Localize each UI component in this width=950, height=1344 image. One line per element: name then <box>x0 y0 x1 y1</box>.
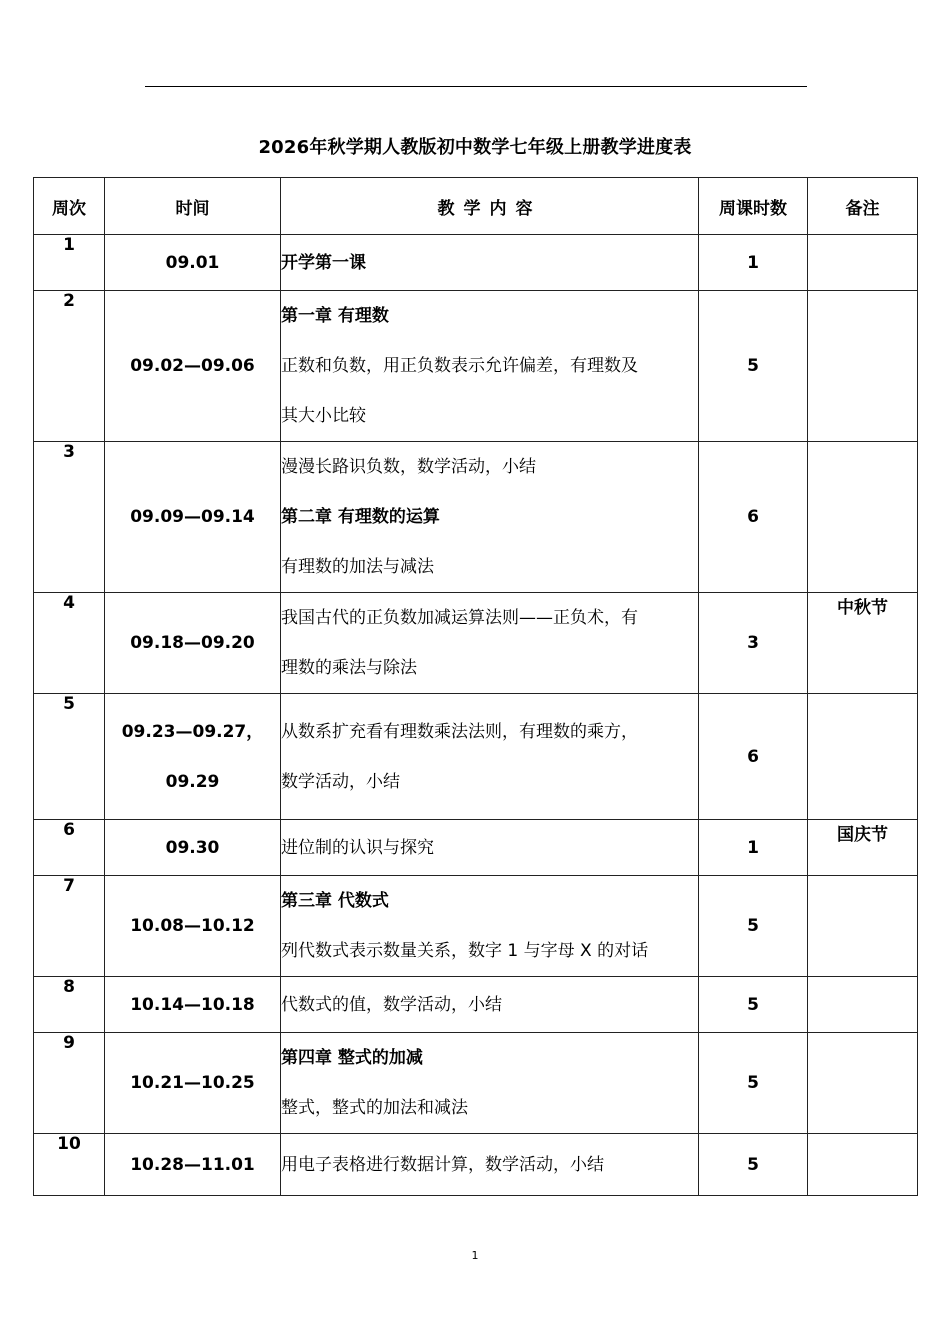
date-line: 09.09—09.14 <box>130 507 255 527</box>
header-week: 周次 <box>34 178 105 235</box>
header-time: 时间 <box>105 178 281 235</box>
week-cell: 6 <box>34 820 105 876</box>
chapter-heading: 第四章 整式的加减 <box>281 1048 423 1068</box>
week-cell: 10 <box>34 1134 105 1196</box>
date-line: 09.01 <box>165 252 220 273</box>
week-cell: 3 <box>34 442 105 593</box>
date-line: 09.18—09.20 <box>130 633 255 653</box>
note-cell <box>808 442 918 593</box>
date-line: 10.28—11.01 <box>130 1154 255 1175</box>
page-title: 2026年秋学期人教版初中数学七年级上册教学进度表 <box>258 137 692 158</box>
header-hours: 周课时数 <box>699 178 808 235</box>
content-cell <box>281 820 699 876</box>
date-cell <box>105 1033 281 1134</box>
date-line: 09.02—09.06 <box>130 356 255 376</box>
chapter-heading: 第一章 有理数 <box>281 306 389 326</box>
date-line: 09.29 <box>165 771 220 792</box>
note-cell <box>808 1134 918 1196</box>
date-cell <box>105 876 281 977</box>
content-cell <box>281 1134 699 1196</box>
date-line: 10.21—10.25 <box>130 1073 255 1093</box>
content-cell <box>281 977 699 1033</box>
table-row <box>34 442 918 593</box>
date-line: 09.23—09.27， <box>121 721 264 742</box>
hours-cell: 5 <box>699 1134 808 1196</box>
table-row <box>34 820 918 876</box>
table-row <box>34 1134 918 1196</box>
hours-cell: 5 <box>699 876 808 977</box>
schedule-table <box>33 177 918 1196</box>
chapter-heading: 第三章 代数式 <box>281 891 389 911</box>
week-cell: 1 <box>34 235 105 291</box>
content-line: 正数和负数，用正负数表示允许偏差，有理数及 <box>281 356 638 376</box>
date-cell <box>105 820 281 876</box>
hours-cell: 5 <box>699 1033 808 1134</box>
table-row <box>34 977 918 1033</box>
week-cell: 5 <box>34 694 105 820</box>
note-cell: 国庆节 <box>808 820 918 876</box>
date-cell <box>105 291 281 442</box>
content-cell <box>281 442 699 593</box>
content-line: 理数的乘法与除法 <box>281 658 417 678</box>
content-line: 整式，整式的加法和减法 <box>281 1098 468 1118</box>
hours-cell: 5 <box>699 977 808 1033</box>
table-row <box>34 1033 918 1134</box>
hours-cell: 6 <box>699 694 808 820</box>
content-line: 列代数式表示数量关系，数字 1 与字母 X 的对话 <box>281 941 649 961</box>
header-notes: 备注 <box>808 178 918 235</box>
date-cell <box>105 442 281 593</box>
week-cell: 8 <box>34 977 105 1033</box>
note-cell <box>808 977 918 1033</box>
hours-cell: 6 <box>699 442 808 593</box>
content-line: 我国古代的正负数加减运算法则——正负术，有 <box>281 608 638 628</box>
note-cell <box>808 876 918 977</box>
week-cell: 4 <box>34 593 105 694</box>
week-cell: 7 <box>34 876 105 977</box>
content-cell <box>281 1033 699 1134</box>
content-line: 漫漫长路识负数，数学活动，小结 <box>281 457 536 477</box>
note-cell <box>808 694 918 820</box>
page-number: 1 <box>471 1249 479 1262</box>
date-line: 10.14—10.18 <box>130 994 255 1015</box>
date-cell <box>105 593 281 694</box>
note-cell: 中秋节 <box>808 593 918 694</box>
header-rule <box>145 86 807 87</box>
note-cell <box>808 235 918 291</box>
table-row <box>34 876 918 977</box>
hours-cell: 1 <box>699 820 808 876</box>
header-row <box>34 178 918 235</box>
content-line: 其大小比较 <box>281 406 366 426</box>
content-line: 有理数的加法与减法 <box>281 557 434 577</box>
week-cell: 2 <box>34 291 105 442</box>
table-row <box>34 593 918 694</box>
content-line: 代数式的值，数学活动，小结 <box>281 994 502 1015</box>
content-line: 数学活动，小结 <box>281 771 400 792</box>
header-content: 教学内容 <box>281 178 699 235</box>
table-row <box>34 291 918 442</box>
content-cell <box>281 235 699 291</box>
date-line: 09.30 <box>165 837 220 858</box>
week-cell: 9 <box>34 1033 105 1134</box>
content-line: 进位制的认识与探究 <box>281 837 434 858</box>
table-row <box>34 694 918 820</box>
chapter-heading: 第二章 有理数的运算 <box>281 507 440 527</box>
schedule-body <box>34 235 918 1196</box>
date-cell <box>105 1134 281 1196</box>
date-line: 10.08—10.12 <box>130 916 255 936</box>
date-cell <box>105 694 281 820</box>
hours-cell: 5 <box>699 291 808 442</box>
date-cell <box>105 977 281 1033</box>
content-line: 用电子表格进行数据计算，数学活动，小结 <box>281 1154 604 1175</box>
hours-cell: 1 <box>699 235 808 291</box>
note-cell <box>808 1033 918 1134</box>
note-cell <box>808 291 918 442</box>
table-row <box>34 235 918 291</box>
content-cell <box>281 694 699 820</box>
content-line: 从数系扩充看有理数乘法法则，有理数的乘方， <box>281 721 638 742</box>
content-cell <box>281 291 699 442</box>
chapter-heading: 开学第一课 <box>281 252 366 273</box>
content-cell <box>281 593 699 694</box>
content-cell <box>281 876 699 977</box>
date-cell <box>105 235 281 291</box>
hours-cell: 3 <box>699 593 808 694</box>
